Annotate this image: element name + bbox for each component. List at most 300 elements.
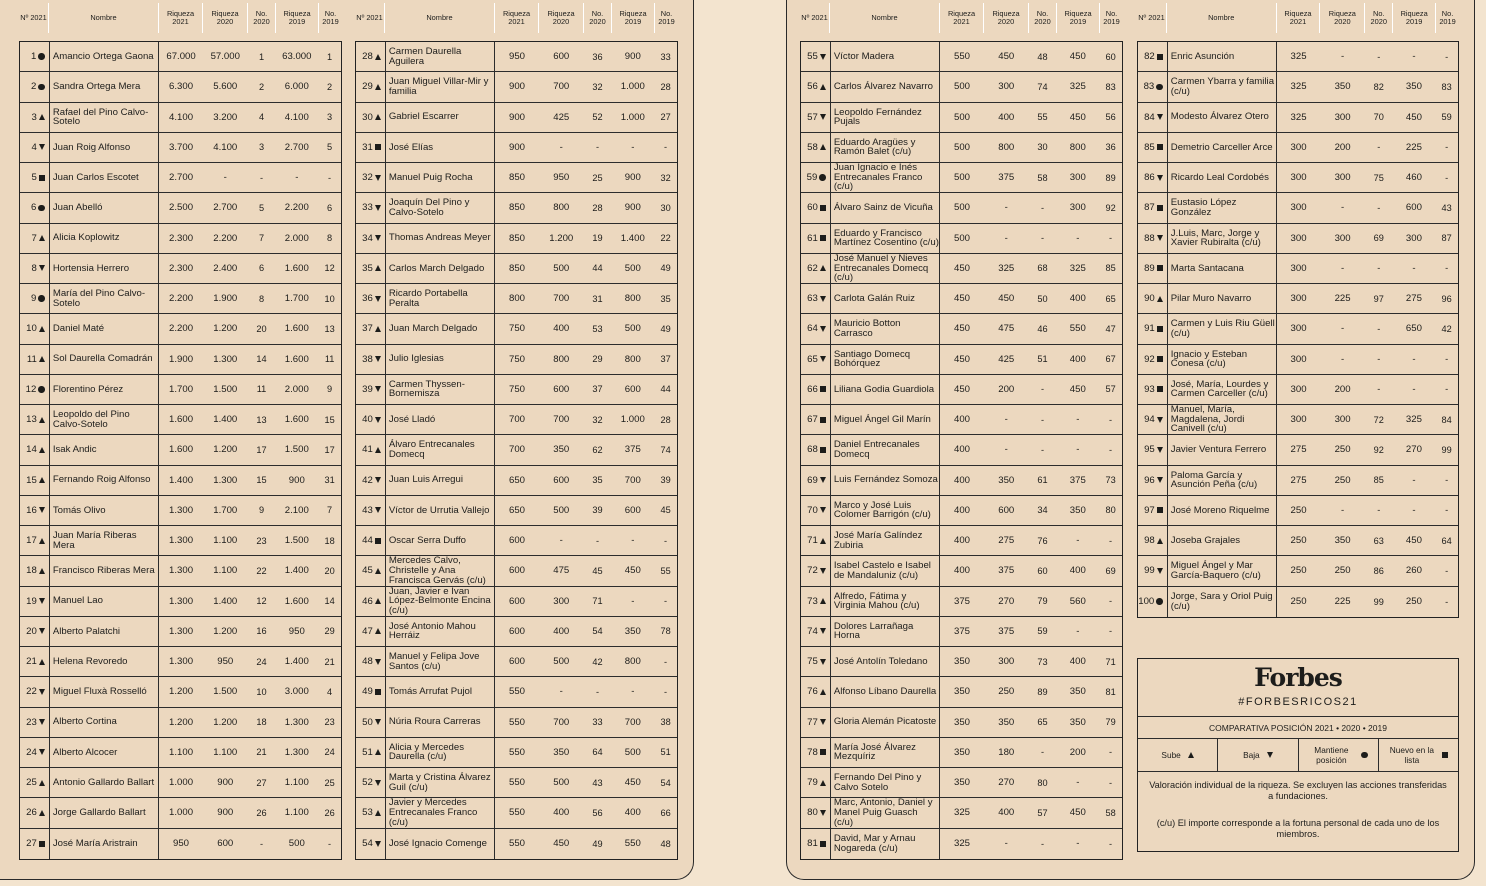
rank-2020: 97: [1373, 293, 1384, 304]
header-n2020: No. 2020: [1365, 3, 1393, 33]
rank-2019: 74: [660, 444, 671, 455]
rank-number: 64: [807, 323, 818, 335]
wealth-2020: 225: [1334, 596, 1351, 608]
square-icon: [820, 841, 826, 847]
rank-2020: 1: [258, 51, 265, 62]
rank-2019: 73: [1105, 475, 1116, 486]
key-label: Mantiene posición: [1314, 745, 1349, 765]
rank-cell: [20, 193, 50, 222]
wealth-2021: 700: [509, 414, 526, 426]
header-r2021: Riqueza 2021: [159, 3, 203, 33]
rank-number: 71: [807, 535, 818, 547]
rank-2019: 2: [327, 81, 333, 92]
header-r2019: Riqueza 2019: [612, 3, 655, 33]
name-cell: Eduardo Aragües y Ramón Balet (c/u): [831, 133, 940, 162]
table-row: [801, 496, 1122, 526]
rank-number: 81: [807, 838, 818, 850]
rank-number: 51: [362, 746, 373, 758]
wealth-2020: 350: [998, 474, 1015, 486]
table-row: [356, 768, 677, 798]
wealth-2021: 3.700: [169, 141, 194, 153]
name-cell: Fernando Roig Alfonso: [50, 466, 159, 495]
rank-2019: 71: [1105, 656, 1116, 667]
header-r2020: Riqueza 2020: [203, 3, 248, 33]
rank-2020: -: [259, 172, 264, 183]
rank-number: 37: [362, 323, 373, 335]
wealth-2019: 800: [624, 293, 641, 305]
down-triangle-icon: [1157, 568, 1163, 574]
wealth-2020: -: [1004, 202, 1008, 214]
wealth-2020: 375: [998, 172, 1015, 184]
wealth-2021: 400: [954, 414, 971, 426]
wealth-2019: 1.600: [284, 323, 309, 335]
name-cell: José Antonio Mahou Herráiz: [386, 617, 495, 646]
rank-2019: -: [664, 535, 668, 546]
name-cell: Ricardo Leal Cordobés: [1168, 163, 1277, 192]
table-row: [356, 163, 677, 193]
wealth-2020: 57.000: [210, 51, 240, 63]
rank-cell: [356, 768, 386, 797]
rank-cell: [801, 193, 831, 222]
rank-2019: 59: [1441, 112, 1452, 123]
name-cell: Javier y Mercedes Entrecanales Franco (c/u): [386, 798, 495, 827]
rank-cell: [356, 647, 386, 676]
header-n2019: No. 2019: [1103, 8, 1120, 26]
wealth-2019: 1.500: [284, 535, 309, 547]
table-row: [356, 526, 677, 556]
table-row: [356, 829, 677, 859]
rank-cell: [20, 435, 50, 464]
rank-cell: [20, 768, 50, 797]
table-row: [1138, 42, 1458, 72]
rank-cell: [356, 345, 386, 374]
rank-2020: 82: [1373, 81, 1384, 92]
down-triangle-icon: [375, 386, 381, 392]
rank-2019: 99: [1441, 444, 1452, 455]
table-body: [19, 41, 342, 860]
rank-2019: -: [1445, 51, 1449, 62]
down-triangle-icon: [375, 417, 381, 423]
wealth-2019: 225: [1405, 141, 1422, 153]
wealth-2020: 1.900: [213, 293, 238, 305]
down-triangle-icon: [39, 628, 45, 634]
wealth-2021: 950: [173, 838, 190, 850]
header-r2021: Riqueza 2021: [1277, 3, 1321, 33]
rank-cell: [1138, 345, 1168, 374]
wealth-2020: 300: [1334, 414, 1351, 426]
wealth-2020: 200: [998, 383, 1015, 395]
rank-number: 74: [807, 625, 818, 637]
square-icon: [1157, 144, 1163, 150]
up-triangle-icon: [375, 598, 381, 604]
rank-cell: [356, 798, 386, 827]
table-row: [1138, 587, 1458, 617]
table-row: [801, 768, 1122, 798]
square-icon: [375, 144, 381, 150]
wealth-2019: 400: [1069, 293, 1086, 305]
wealth-2019: 350: [1405, 81, 1422, 93]
name-cell: Carlos March Delgado: [386, 254, 495, 283]
table-row: [801, 829, 1122, 859]
name-cell: Pilar Muro Navarro: [1168, 284, 1277, 313]
wealth-2019: 800: [624, 656, 641, 668]
wealth-2020: 1.300: [213, 474, 238, 486]
rank-number: 17: [26, 535, 37, 547]
wealth-2021: 2.200: [169, 293, 194, 305]
rank-number: 63: [807, 293, 818, 305]
down-triangle-icon: [375, 356, 381, 362]
rank-cell: [1138, 224, 1168, 253]
rank-number: 18: [26, 565, 37, 577]
header-nombre: Nombre: [1167, 3, 1277, 33]
down-triangle-icon: [375, 296, 381, 302]
rank-number: 32: [362, 172, 373, 184]
rank-number: 28: [362, 51, 373, 63]
wealth-2021: 300: [1290, 414, 1307, 426]
wealth-2020: 200: [1334, 141, 1351, 153]
rank-cell: [356, 587, 386, 616]
up-triangle-icon: [375, 54, 381, 60]
rank-2019: 37: [660, 354, 671, 365]
name-cell: Eduardo y Francisco Martínez Cosentino (c/u): [831, 224, 940, 253]
header-n2021: Nº 2021: [1137, 3, 1167, 33]
wealth-2021: 650: [509, 474, 526, 486]
rank-2020: 57: [1037, 807, 1048, 818]
rank-cell: [20, 345, 50, 374]
rank-2020: 53: [592, 323, 603, 334]
wealth-2021: 500: [954, 141, 971, 153]
key-label: Sube: [1161, 750, 1181, 760]
table-row: [1138, 133, 1458, 163]
wealth-2019: 350: [1069, 504, 1086, 516]
wealth-2019: -: [631, 141, 635, 153]
rank-cell: [356, 526, 386, 555]
rank-2020: -: [1040, 838, 1045, 849]
rank-2020: 12: [256, 596, 267, 607]
hashtag: #FORBESRICOS21: [1238, 696, 1358, 708]
name-cell: Leopoldo Fernández Pujals: [831, 103, 940, 132]
divider: [1138, 771, 1458, 772]
up-triangle-icon: [39, 538, 45, 544]
table-row: [801, 133, 1122, 163]
wealth-2019: 350: [1069, 716, 1086, 728]
header-r2021: Riqueza 2021: [940, 3, 984, 33]
wealth-2019: 900: [624, 51, 641, 63]
rank-number: 70: [807, 504, 818, 516]
header-n2021: Nº 2021: [800, 3, 830, 33]
table-row: [356, 798, 677, 828]
rank-cell: [1138, 556, 1168, 585]
name-cell: Gabriel Escarrer: [386, 103, 495, 132]
rank-2019: 35: [660, 293, 671, 304]
wealth-2021: 1.900: [169, 353, 194, 365]
rank-cell: [1138, 284, 1168, 313]
wealth-2019: 1.000: [620, 111, 645, 123]
header-n2019: No. 2019: [322, 8, 339, 26]
rank-2019: 43: [1441, 202, 1452, 213]
rank-number: 59: [806, 172, 818, 184]
rank-number: 11: [26, 353, 37, 365]
rank-2019: 58: [1105, 807, 1116, 818]
name-cell: Daniel Maté: [50, 314, 159, 343]
table-row: [20, 768, 341, 798]
wealth-2020: 600: [553, 51, 570, 63]
wealth-2019: -: [1412, 504, 1416, 516]
wealth-2021: 600: [509, 565, 526, 577]
wealth-2021: 1.700: [169, 383, 194, 395]
rank-cell: [801, 435, 831, 464]
name-cell: Carlos Álvarez Navarro: [831, 72, 940, 101]
rank-number: 88: [1144, 232, 1155, 244]
table-row: [356, 435, 677, 465]
wealth-2019: 325: [1069, 81, 1086, 93]
rank-number: 69: [807, 474, 818, 486]
name-cell: Álvaro Entrecanales Domecq: [386, 435, 495, 464]
wealth-2021: 350: [954, 716, 971, 728]
name-cell: Modesto Álvarez Otero: [1168, 103, 1277, 132]
rank-2020: 89: [1037, 686, 1048, 697]
rank-number: 15: [26, 474, 37, 486]
rank-2019: 55: [660, 565, 671, 576]
wealth-2021: 275: [1290, 474, 1307, 486]
name-cell: José Lladó: [386, 405, 495, 434]
name-cell: Eustasio López González: [1168, 193, 1277, 222]
rank-2019: 18: [324, 535, 335, 546]
name-cell: Amancio Ortega Gaona: [50, 42, 159, 71]
wealth-2020: 500: [553, 504, 570, 516]
name-cell: Tomás Arrufat Pujol: [386, 677, 495, 706]
rank-2019: -: [1445, 354, 1449, 365]
up-triangle-icon: [1157, 538, 1163, 544]
wealth-2019: -: [1412, 383, 1416, 395]
rank-cell: [20, 496, 50, 525]
wealth-2021: 250: [1290, 596, 1307, 608]
wealth-2021: 325: [954, 838, 971, 850]
rank-2019: -: [1109, 747, 1113, 758]
rank-2019: 28: [660, 81, 671, 92]
wealth-2021: 1.300: [169, 535, 194, 547]
wealth-2021: 1.200: [169, 716, 194, 728]
rank-2020: 72: [1373, 414, 1384, 425]
rank-2020: 14: [256, 354, 267, 365]
wealth-2020: 700: [553, 293, 570, 305]
wealth-2019: 500: [624, 323, 641, 335]
rank-number: 83: [1143, 81, 1155, 93]
name-cell: Carmen y Luis Riu Güell (c/u): [1168, 314, 1277, 343]
name-cell: Dolores Larrañaga Horna: [831, 617, 940, 646]
key-baja: [1218, 739, 1298, 771]
table-row: [356, 496, 677, 526]
up-triangle-icon: [820, 689, 826, 695]
rank-number: 66: [807, 383, 818, 395]
rank-2019: 22: [660, 233, 671, 244]
table-row: [1138, 405, 1458, 435]
name-cell: Miguel Ángel y Mar García-Baquero (c/u): [1168, 556, 1277, 585]
wealth-2019: -: [1076, 535, 1080, 547]
square-icon: [39, 841, 45, 847]
rank-number: 99: [1144, 565, 1155, 577]
wealth-2020: 225: [1334, 293, 1351, 305]
wealth-2020: 300: [1334, 232, 1351, 244]
wealth-2020: 375: [998, 565, 1015, 577]
rank-2019: 14: [324, 596, 335, 607]
table-header: [19, 3, 342, 33]
name-cell: Demetrio Carceller Arce: [1168, 133, 1277, 162]
rank-cell: [801, 103, 831, 132]
down-triangle-icon: [39, 598, 45, 604]
wealth-2019: 1.500: [284, 444, 309, 456]
wealth-2019: -: [1076, 625, 1080, 637]
rank-number: 1: [31, 51, 37, 63]
wealth-2021: 500: [954, 172, 971, 184]
name-cell: Thomas Andreas Meyer: [386, 224, 495, 253]
table-row: [20, 496, 341, 526]
wealth-2021: 325: [954, 807, 971, 819]
circle-icon: [38, 205, 45, 212]
wealth-2020: 450: [998, 51, 1015, 63]
wealth-2020: 250: [1334, 565, 1351, 577]
down-triangle-icon: [39, 749, 45, 755]
rank-number: 41: [362, 444, 373, 456]
name-cell: David, Mar y Arnau Nogareda (c/u): [831, 829, 940, 859]
wealth-2021: 300: [1290, 262, 1307, 274]
rank-cell: [801, 708, 831, 737]
forbes-legend: [1137, 658, 1459, 852]
name-cell: Marta Santacana: [1168, 254, 1277, 283]
wealth-2019: 450: [624, 565, 641, 577]
rank-number: 21: [26, 656, 37, 668]
up-triangle-icon: [39, 810, 45, 816]
rank-2020: 5: [258, 202, 265, 213]
wealth-2020: 425: [998, 353, 1015, 365]
wealth-2020: -: [1341, 323, 1345, 335]
rank-cell: [356, 375, 386, 404]
table-row: [356, 103, 677, 133]
name-cell: Alberto Alcocer: [50, 738, 159, 767]
wealth-2020: -: [1004, 444, 1008, 456]
rank-2019: -: [1109, 596, 1113, 607]
wealth-2021: 2.200: [169, 323, 194, 335]
wealth-2020: -: [559, 535, 563, 547]
rank-cell: [1138, 163, 1168, 192]
down-triangle-icon: [375, 477, 381, 483]
rank-2020: 26: [256, 807, 267, 818]
name-cell: Mercedes Calvo, Christelle y Ana Francisca Gervás (c/u): [386, 556, 495, 585]
wealth-2019: 800: [1069, 141, 1086, 153]
rank-cell: [20, 375, 50, 404]
rank-cell: [20, 647, 50, 676]
rank-cell: [356, 224, 386, 253]
wealth-2020: -: [1341, 51, 1345, 63]
rank-2020: -: [1377, 51, 1381, 62]
wealth-2021: 1.300: [169, 565, 194, 577]
wealth-2020: 425: [553, 111, 570, 123]
wealth-2020: 250: [1334, 444, 1351, 456]
table-row: [1138, 224, 1458, 254]
square-icon: [820, 749, 826, 755]
rank-cell: [356, 133, 386, 162]
key-sube: [1138, 739, 1218, 771]
rank-number: 25: [26, 777, 37, 789]
rank-number: 56: [807, 81, 818, 93]
wealth-2019: 450: [1069, 807, 1086, 819]
rank-2020: 33: [592, 717, 603, 728]
rank-2020: 73: [1037, 656, 1048, 667]
wealth-2021: 350: [954, 686, 971, 698]
rank-number: 6: [31, 202, 37, 214]
wealth-2021: 1.400: [169, 474, 194, 486]
wealth-2020: -: [1004, 838, 1008, 850]
rank-2019: 6: [327, 202, 333, 213]
wealth-2020: 1.200: [213, 716, 238, 728]
rank-number: 44: [362, 535, 373, 547]
rank-2020: -: [1040, 747, 1045, 758]
wealth-2021: 2.700: [169, 172, 194, 184]
rank-number: 85: [1144, 141, 1155, 153]
rank-2019: 31: [324, 475, 335, 486]
wealth-2021: 850: [509, 262, 526, 274]
rank-number: 10: [26, 323, 37, 335]
rank-2020: 9: [258, 505, 265, 516]
table-row: [20, 798, 341, 828]
rank-2020: 80: [1037, 777, 1048, 788]
rank-cell: [1138, 42, 1168, 71]
wealth-2021: 375: [954, 625, 971, 637]
wealth-2019: 400: [624, 807, 641, 819]
up-triangle-icon: [39, 356, 45, 362]
table-row: [20, 375, 341, 405]
rank-cell: [801, 829, 831, 859]
wealth-2021: 375: [954, 595, 971, 607]
wealth-2020: 200: [1334, 383, 1351, 395]
circle-icon: [38, 84, 45, 91]
rank-2020: -: [1040, 444, 1045, 455]
rank-number: 27: [26, 838, 37, 850]
wealth-2021: 1.300: [169, 504, 194, 516]
rank-2019: 30: [660, 202, 671, 213]
name-cell: Santiago Domecq Bohórquez: [831, 345, 940, 374]
rank-number: 55: [807, 51, 818, 63]
down-triangle-icon: [820, 659, 826, 665]
wealth-2021: 400: [954, 504, 971, 516]
wealth-2020: 500: [553, 777, 570, 789]
rank-2020: 30: [1037, 142, 1048, 153]
wealth-2019: 275: [1405, 293, 1422, 305]
rank-2020: -: [1377, 202, 1381, 213]
wealth-2019: 2.100: [284, 504, 309, 516]
name-cell: Alfonso Líbano Daurella: [831, 677, 940, 706]
header-n2019: No. 2019: [1439, 8, 1456, 26]
rank-2020: 48: [1037, 51, 1048, 62]
up-triangle-icon: [39, 235, 45, 241]
rank-2020: 3: [258, 142, 265, 153]
rank-number: 40: [362, 414, 373, 426]
rank-cell: [20, 466, 50, 495]
rank-2019: -: [1109, 777, 1113, 788]
table-row: [356, 72, 677, 102]
header-nombre: Nombre: [49, 3, 159, 33]
table-row: [801, 345, 1122, 375]
table-row: [1138, 284, 1458, 314]
rank-2019: -: [664, 596, 668, 607]
rank-cell: [801, 375, 831, 404]
wealth-2021: 700: [509, 444, 526, 456]
rank-number: 82: [1144, 51, 1155, 63]
wealth-2021: 300: [1290, 202, 1307, 214]
rank-2019: 33: [660, 51, 671, 62]
wealth-2020: 800: [553, 353, 570, 365]
wealth-2020: 1.700: [213, 504, 238, 516]
